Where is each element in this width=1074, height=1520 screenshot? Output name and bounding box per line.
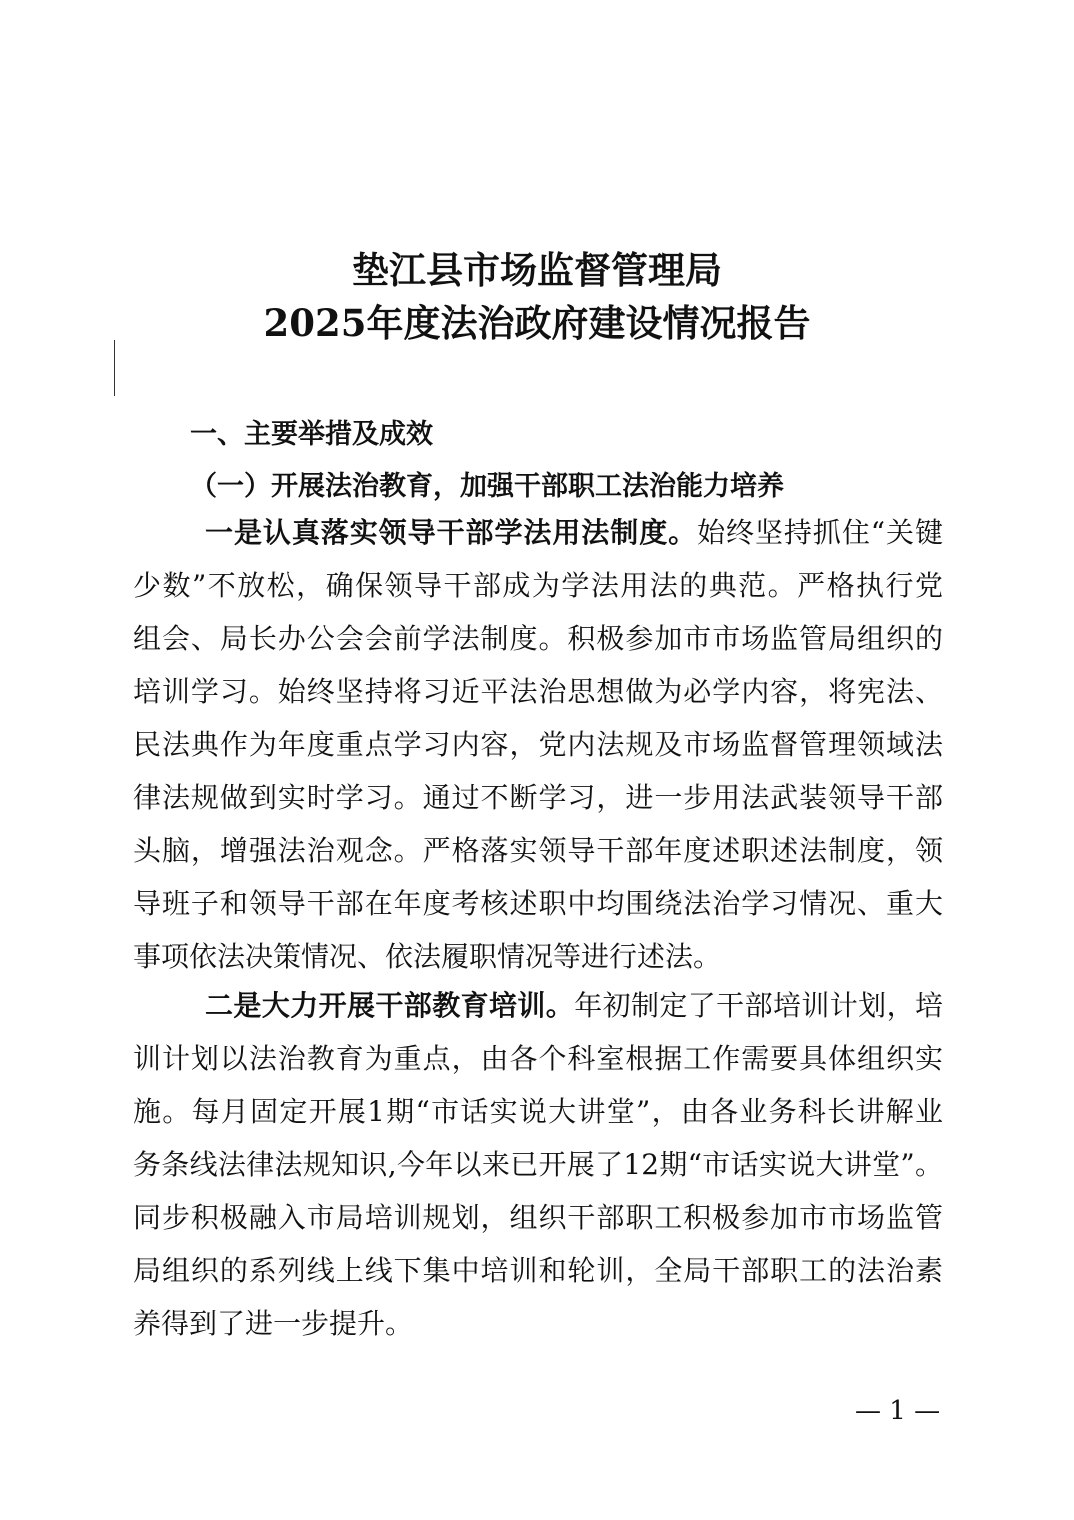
paragraph-lead: 二是大力开展干部教育培训。 [205, 989, 575, 1022]
paragraph-line: 训计划以法治教育为重点，由各个科室根据工作需要具体组织实 [133, 1042, 943, 1075]
document-title-line2: 2025年度法治政府建设情况报告 [263, 301, 811, 345]
line-text: 年初制定了干部培训计划，培 [574, 989, 943, 1022]
paragraph-lead: 一是认真落实领导干部学法用法制度。 [205, 516, 698, 549]
paragraph-line: 头脑，增强法治观念。严格落实领导干部年度述职述法制度，领 [133, 834, 943, 867]
paragraph-line: 施。每月固定开展1期“市话实说大讲堂”，由各业务科长讲解业 [133, 1095, 943, 1128]
paragraph-line: 培训学习。始终坚持将习近平法治思想做为必学内容，将宪法、 [133, 675, 943, 708]
section-heading: 一、主要举措及成效 [190, 419, 433, 450]
paragraph-line: 同步积极融入市局培训规划，组织干部职工积极参加市市场监管 [133, 1201, 943, 1234]
paragraph-line [133, 506, 943, 559]
paragraph-line: 民法典作为年度重点学习内容，党内法规及市场监督管理领域法 [133, 728, 943, 761]
paragraph-line: 局组织的系列线上线下集中培训和轮训，全局干部职工的法治素 [133, 1254, 943, 1287]
paragraph-2 [133, 979, 943, 1350]
text-cursor [114, 340, 115, 396]
line-text: 始终坚持抓住“关键 [697, 516, 943, 549]
paragraph-line: 养得到了进一步提升。 [133, 1307, 414, 1340]
paragraph-1 [133, 506, 943, 983]
document-title-line1: 垫江县市场监督管理局 [352, 248, 722, 292]
paragraph-line [133, 979, 943, 1032]
page-number: — 1 — [855, 1396, 941, 1426]
paragraph-line: 律法规做到实时学习。通过不断学习，进一步用法武装领导干部 [133, 781, 943, 814]
paragraph-line: 导班子和领导干部在年度考核述职中均围绕法治学习情况、重大 [133, 887, 943, 920]
paragraph-line: 少数”不放松，确保领导干部成为学法用法的典范。严格执行党 [133, 569, 943, 602]
subsection-heading: （一）开展法治教育，加强干部职工法治能力培养 [190, 471, 784, 502]
paragraph-line: 务条线法律法规知识,今年以来已开展了12期“市话实说大讲堂”。 [133, 1148, 943, 1181]
paragraph-line: 事项依法决策情况、依法履职情况等进行述法。 [133, 940, 722, 973]
paragraph-line: 组会、局长办公会会前学法制度。积极参加市市场监管局组织的 [133, 622, 943, 655]
